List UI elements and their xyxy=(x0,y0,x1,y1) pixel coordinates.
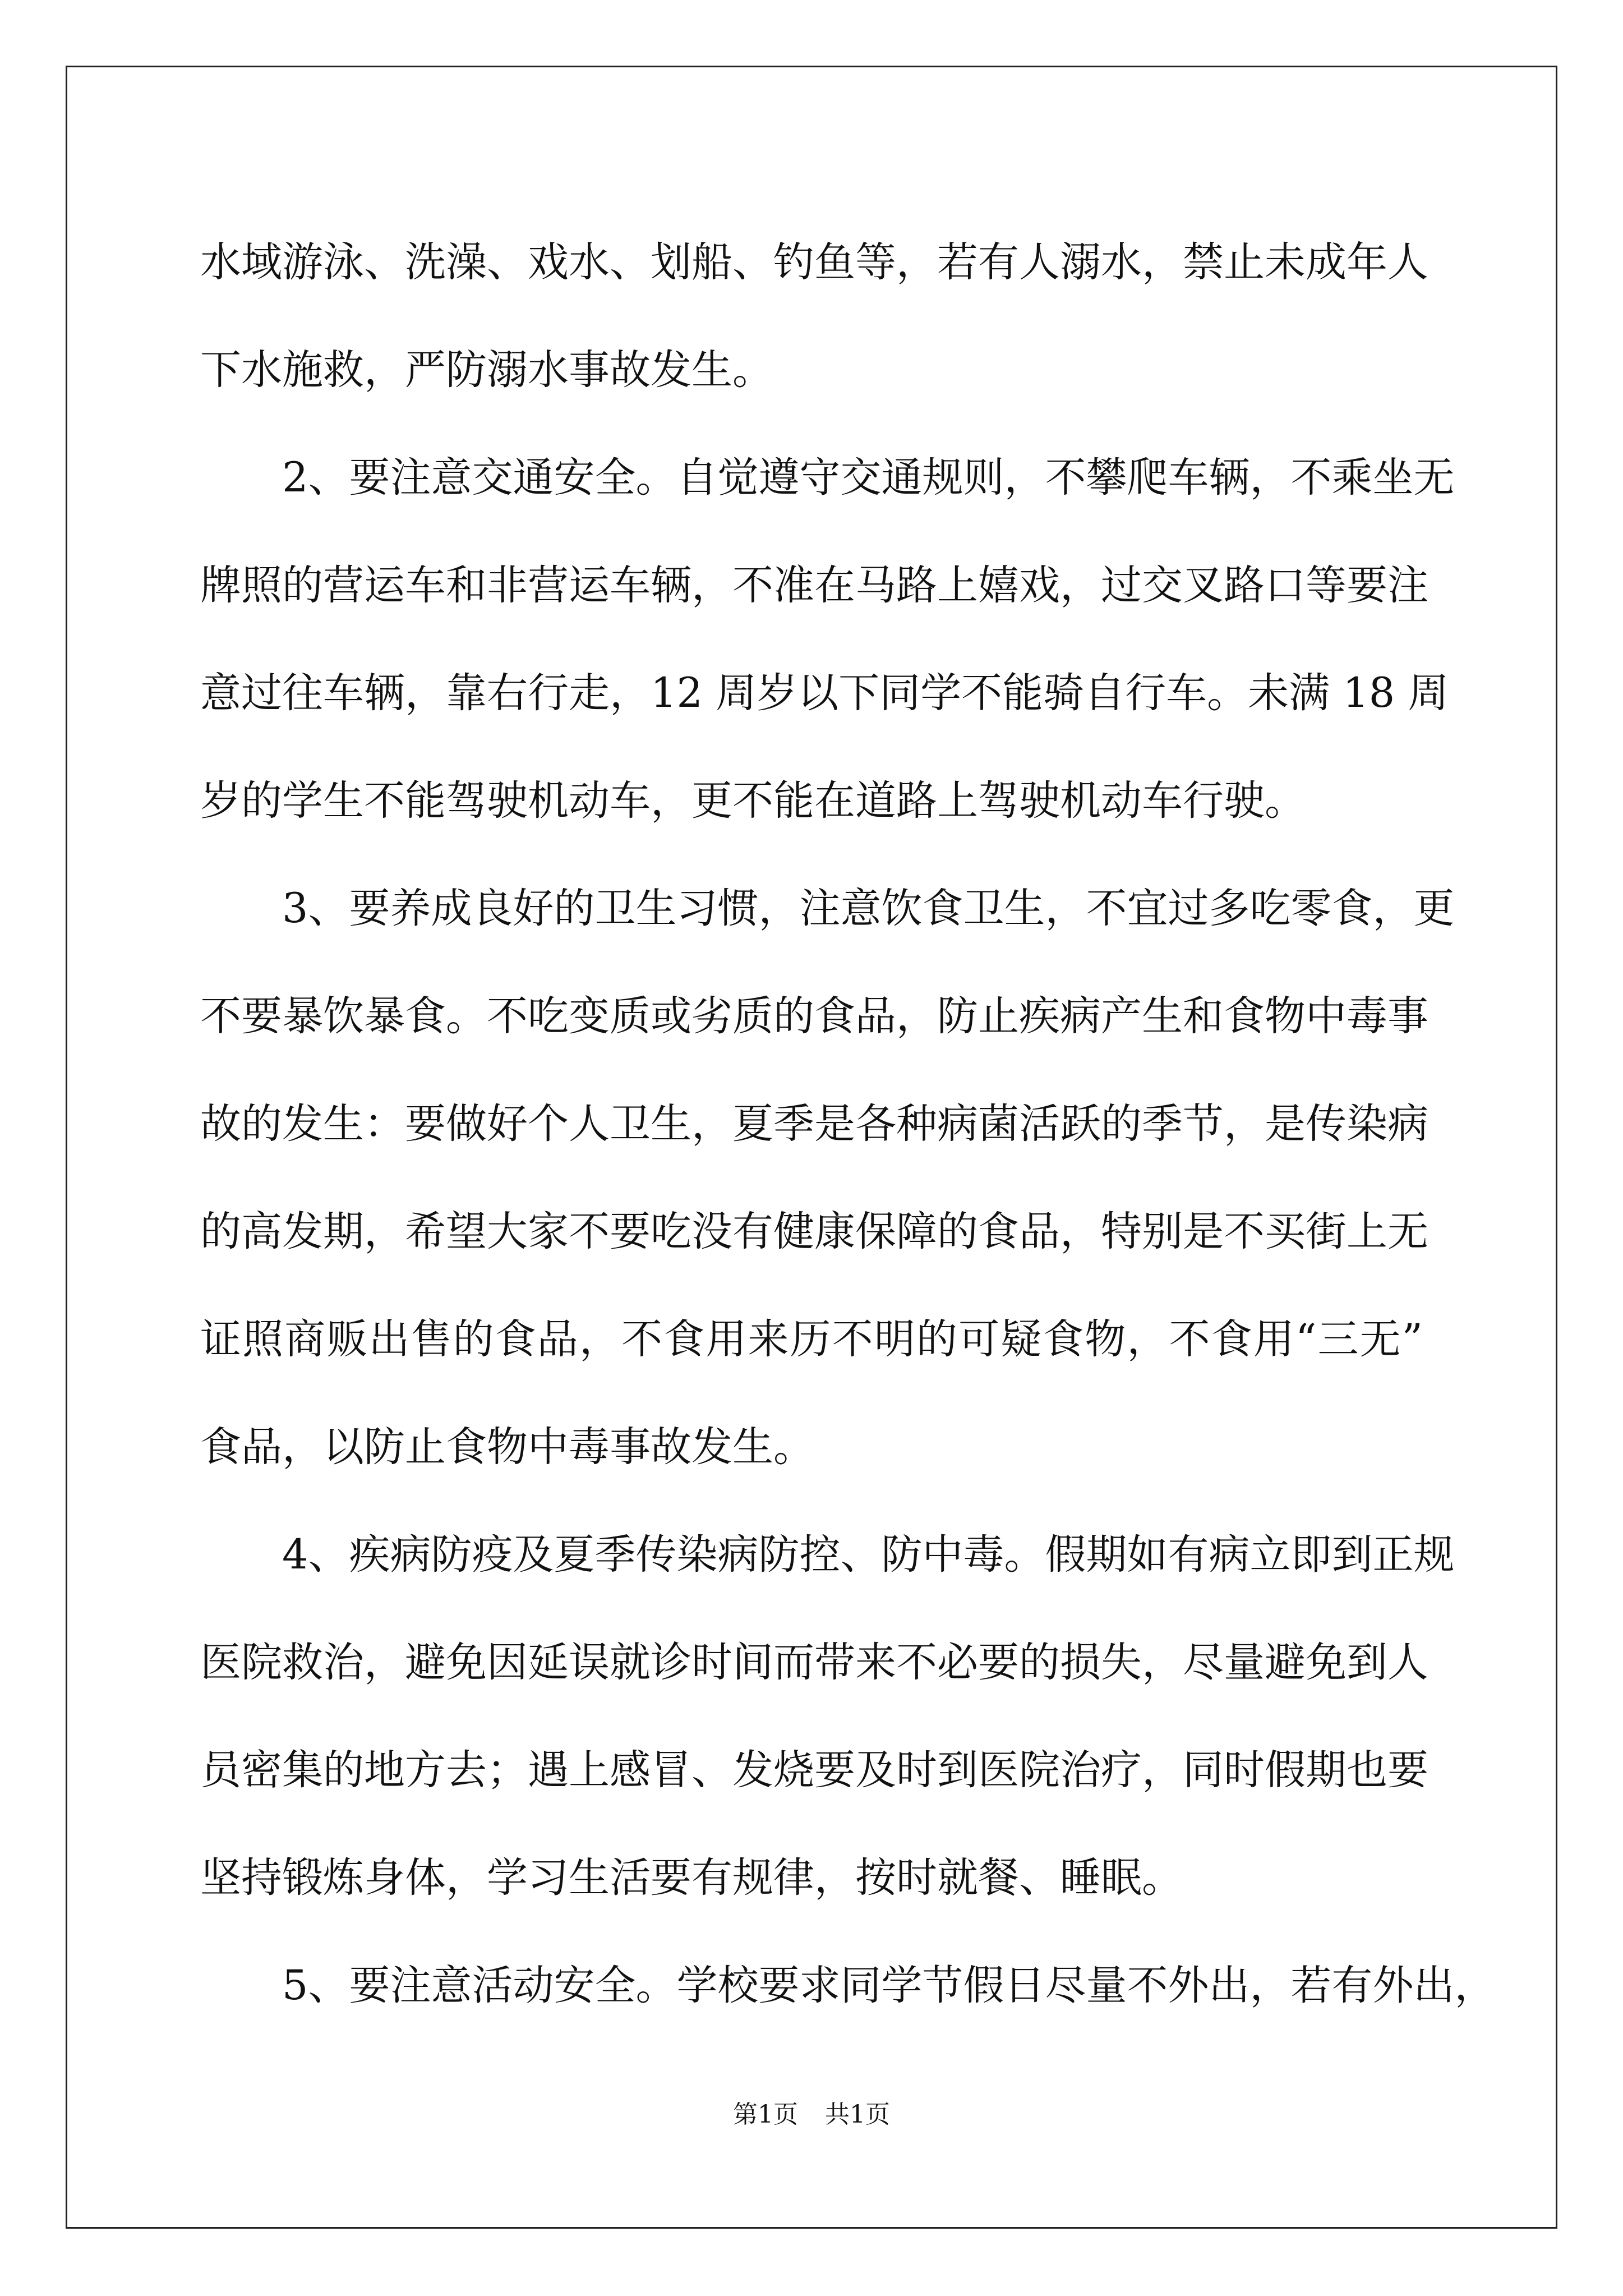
text-line: 4、疾病防疫及夏季传染病防控、防中毒。假期如有病立即到正规 xyxy=(282,1531,1455,1579)
text-line: 故的发生：要做好个人卫生，夏季是各种病菌活跃的季节，是传染病 xyxy=(200,1100,1428,1148)
text-line: 不要暴饮暴食。不吃变质或劣质的食品，防止疾病产生和食物中毒事 xyxy=(200,992,1428,1040)
text-line: 牌照的营运车和非营运车辆，不准在马路上嬉戏，过交叉路口等要注 xyxy=(200,562,1428,609)
page-footer xyxy=(0,2098,1623,2132)
text-line: 意过往车辆，靠右行走，12 周岁以下同学不能骑自行车。未满 18 周 xyxy=(200,669,1449,717)
text-line: 证照商贩出售的食品，不食用来历不明的可疑食物，不食用“三无” xyxy=(200,1315,1423,1363)
text-line: 医院救治，避免因延误就诊时间而带来不必要的损失，尽量避免到人 xyxy=(200,1639,1428,1686)
text-line: 水域游泳、洗澡、戏水、划船、钓鱼等，若有人溺水，禁止未成年人 xyxy=(200,238,1428,286)
page-number-current: 第1页 xyxy=(733,2100,798,2129)
text-line: 岁的学生不能驾驶机动车，更不能在道路上驾驶机动车行驶。 xyxy=(200,777,1306,825)
text-line: 下水施救，严防溺水事故发生。 xyxy=(200,346,773,394)
page-number-total: 共1页 xyxy=(825,2100,890,2129)
text-line: 食品，以防止食物中毒事故发生。 xyxy=(200,1423,814,1471)
text-line: 的高发期，希望大家不要吃没有健康保障的食品，特别是不买街上无 xyxy=(200,1208,1428,1255)
text-line: 3、要养成良好的卫生习惯，注意饮食卫生，不宜过多吃零食，更 xyxy=(282,885,1455,932)
text-line: 2、要注意交通安全。自觉遵守交通规则，不攀爬车辆，不乘坐无 xyxy=(282,454,1455,501)
text-line: 员密集的地方去；遇上感冒、发烧要及时到医院治疗，同时假期也要 xyxy=(200,1746,1428,1794)
document-body xyxy=(200,209,1496,2040)
text-line: 5、要注意活动安全。学校要求同学节假日尽量不外出，若有外出， xyxy=(282,1962,1496,2009)
text-line: 坚持锻炼身体，学习生活要有规律，按时就餐、睡眠。 xyxy=(200,1854,1183,1902)
